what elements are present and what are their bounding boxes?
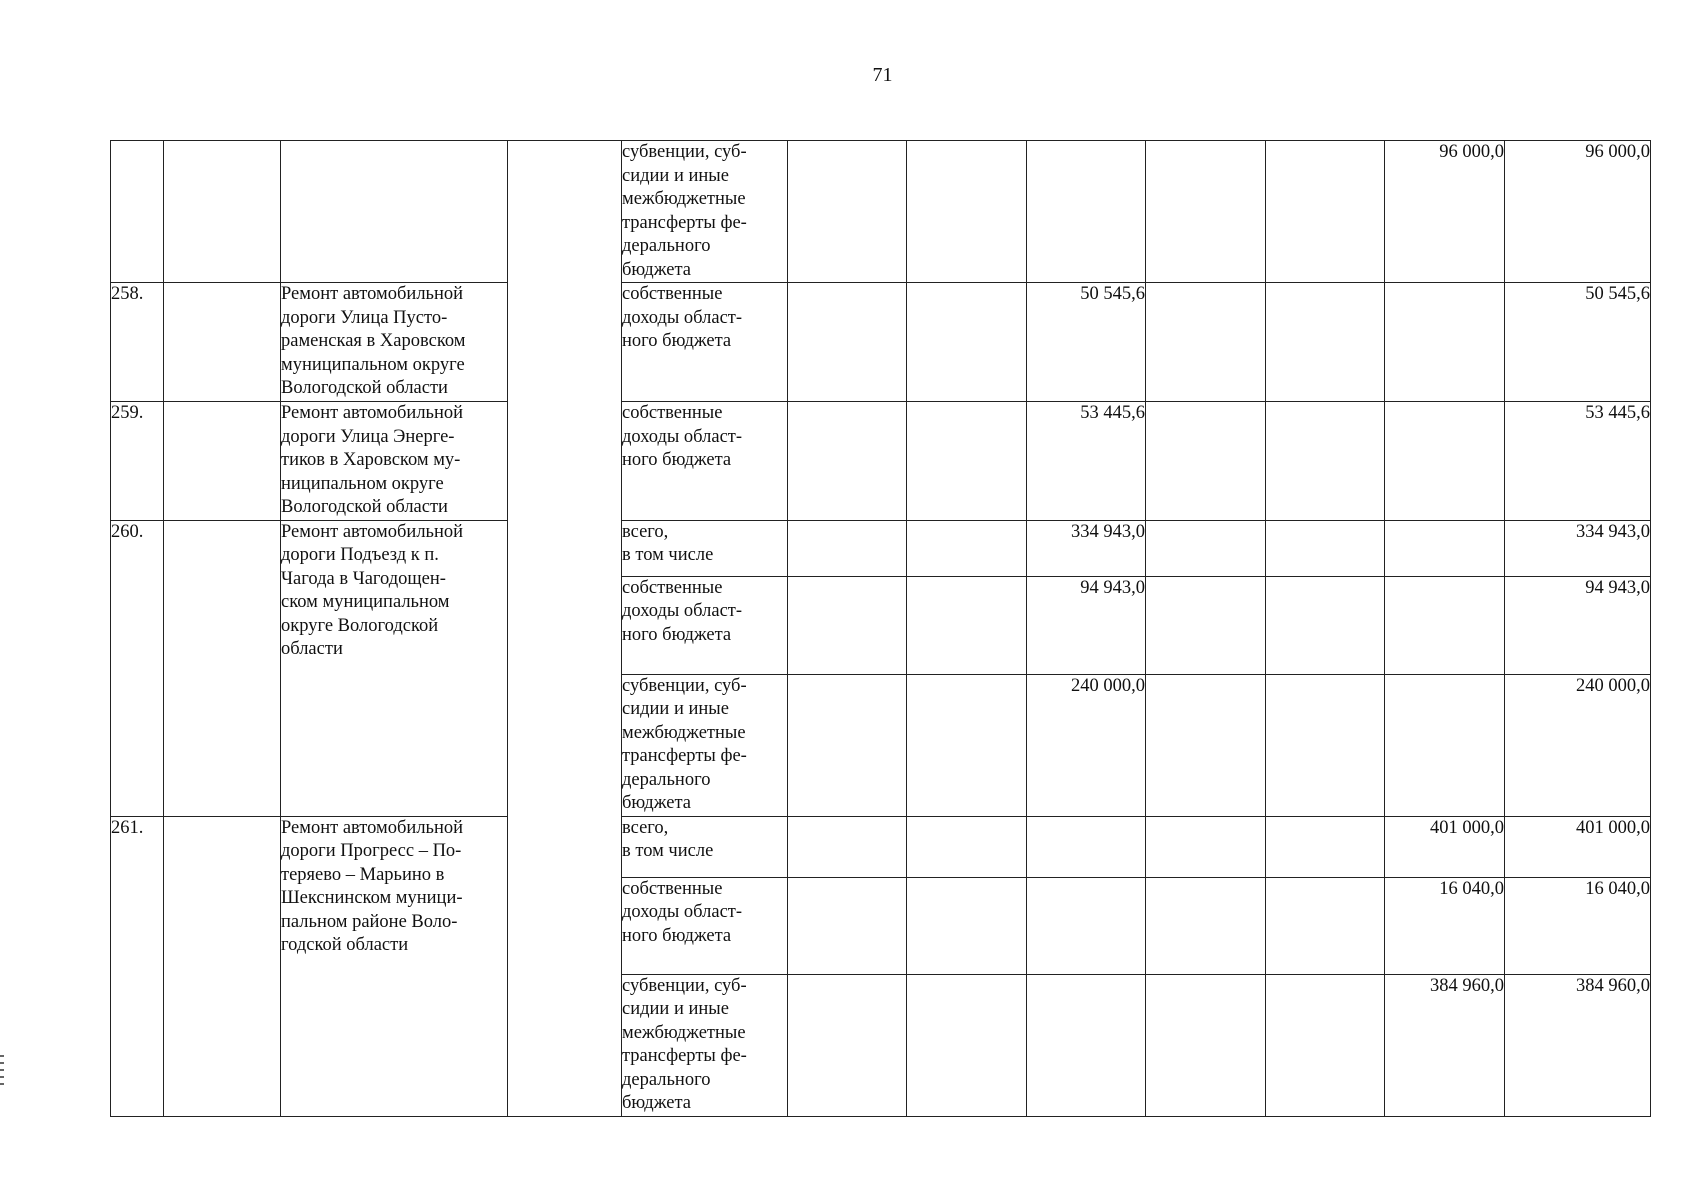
- funding-source-text: собственные доходы област- ного бюджета: [622, 284, 743, 351]
- object-name-text: Ремонт автомобильной дороги Улица Энерге- тиков в Харовском му- ниципальном округе Вологодской области: [281, 403, 464, 517]
- blank-cell: [164, 402, 281, 521]
- amount-v5: 384 960,0: [1385, 974, 1505, 1116]
- funding-source-text: всего, в том числе: [622, 817, 714, 861]
- blank-cell: [164, 520, 281, 816]
- amount-v4: [1266, 674, 1385, 816]
- blank-cell: [508, 141, 622, 1117]
- amount-v2: 53 445,6: [1027, 402, 1146, 521]
- table-row: [111, 402, 1651, 521]
- amount-v2: [1027, 877, 1146, 974]
- amount-v2: 50 545,6: [1027, 283, 1146, 402]
- amount-v2: 334 943,0: [1027, 520, 1146, 576]
- amount-v5: 96 000,0: [1385, 141, 1505, 283]
- blank-cell: [788, 520, 907, 576]
- amount-v5: [1385, 674, 1505, 816]
- object-name: [281, 402, 508, 521]
- amount-v5: 401 000,0: [1385, 816, 1505, 877]
- blank-cell: [164, 283, 281, 402]
- amount-v3: [1146, 283, 1266, 402]
- amount-total: 384 960,0: [1505, 974, 1651, 1116]
- funding-source: [622, 283, 788, 402]
- amount-v1: [907, 576, 1027, 674]
- funding-source: [622, 674, 788, 816]
- blank-cell: [788, 816, 907, 877]
- funding-source: [622, 974, 788, 1116]
- funding-source-text: собственные доходы област- ного бюджета: [622, 878, 743, 946]
- amount-total: 50 545,6: [1505, 283, 1651, 402]
- amount-v4: [1266, 402, 1385, 521]
- amount-total: 240 000,0: [1505, 674, 1651, 816]
- object-name: [281, 141, 508, 283]
- amount-v1: [907, 816, 1027, 877]
- object-name: [281, 283, 508, 402]
- amount-v3: [1146, 877, 1266, 974]
- table-row: [111, 141, 1651, 283]
- amount-v4: [1266, 816, 1385, 877]
- amount-v4: [1266, 877, 1385, 974]
- amount-total: 334 943,0: [1505, 520, 1651, 576]
- funding-source-text: всего, в том числе: [622, 521, 714, 565]
- blank-cell: [164, 816, 281, 1116]
- amount-v3: [1146, 520, 1266, 576]
- amount-v3: [1146, 402, 1266, 521]
- row-number: 258.: [111, 283, 164, 402]
- amount-total: 401 000,0: [1505, 816, 1651, 877]
- amount-v5: [1385, 283, 1505, 402]
- object-name-text: Ремонт автомобильной дороги Улица Пусто- раменская в Харовском муниципальном округе Вологодской области: [281, 284, 466, 398]
- amount-total: 16 040,0: [1505, 877, 1651, 974]
- blank-cell: [788, 974, 907, 1116]
- funding-source-text: субвенции, суб- сидии и иные межбюджетные трансферты фе- дерального бюджета: [622, 142, 747, 280]
- table-row: [111, 816, 1651, 877]
- amount-v4: [1266, 520, 1385, 576]
- amount-v4: [1266, 283, 1385, 402]
- amount-total: 94 943,0: [1505, 576, 1651, 674]
- amount-v2: [1027, 141, 1146, 283]
- blank-cell: [788, 576, 907, 674]
- amount-v2: 240 000,0: [1027, 674, 1146, 816]
- margin-marks: [0, 1055, 4, 1090]
- amount-v4: [1266, 974, 1385, 1116]
- amount-total: 96 000,0: [1505, 141, 1651, 283]
- amount-v1: [907, 283, 1027, 402]
- blank-cell: [788, 402, 907, 521]
- amount-v1: [907, 877, 1027, 974]
- amount-v5: [1385, 402, 1505, 521]
- amount-v3: [1146, 816, 1266, 877]
- funding-source: [622, 141, 788, 283]
- amount-v4: [1266, 141, 1385, 283]
- amount-v4: [1266, 576, 1385, 674]
- row-number: 259.: [111, 402, 164, 521]
- row-number: [111, 141, 164, 283]
- funding-source-text: собственные доходы област- ного бюджета: [622, 577, 743, 645]
- blank-cell: [788, 674, 907, 816]
- amount-v1: [907, 674, 1027, 816]
- amount-v3: [1146, 974, 1266, 1116]
- amount-v1: [907, 402, 1027, 521]
- table-body: [111, 141, 1651, 1117]
- amount-v1: [907, 974, 1027, 1116]
- page-number: 71: [872, 64, 893, 86]
- amount-v2: [1027, 974, 1146, 1116]
- funding-source-text: субвенции, суб- сидии и иные межбюджетные трансферты фе- дерального бюджета: [622, 675, 747, 813]
- amount-v5: 16 040,0: [1385, 877, 1505, 974]
- amount-v1: [907, 141, 1027, 283]
- funding-source-text: собственные доходы област- ного бюджета: [622, 403, 743, 470]
- funding-source: [622, 816, 788, 877]
- object-name-text: Ремонт автомобильной дороги Подъезд к п. Чагода в Чагодощен- ском муниципальном округе Вологодской области: [281, 521, 464, 659]
- funding-source: [622, 402, 788, 521]
- table-row: [111, 520, 1651, 576]
- blank-cell: [788, 141, 907, 283]
- object-name-text: Ремонт автомобильной дороги Прогресс – По- теряево – Марьино в Шекснинском муници- пальном районе Воло- годской области: [281, 817, 464, 955]
- row-number: 261.: [111, 816, 164, 1116]
- funding-source: [622, 576, 788, 674]
- amount-v1: [907, 520, 1027, 576]
- blank-cell: [788, 877, 907, 974]
- object-name: [281, 816, 508, 1116]
- table-row: [111, 283, 1651, 402]
- amount-v2: 94 943,0: [1027, 576, 1146, 674]
- amount-v3: [1146, 576, 1266, 674]
- budget-table: [110, 140, 1651, 1117]
- funding-source-text: субвенции, суб- сидии и иные межбюджетные трансферты фе- дерального бюджета: [622, 975, 747, 1113]
- row-number: 260.: [111, 520, 164, 816]
- blank-cell: [164, 141, 281, 283]
- amount-v3: [1146, 141, 1266, 283]
- blank-cell: [788, 283, 907, 402]
- amount-v3: [1146, 674, 1266, 816]
- funding-source: [622, 520, 788, 576]
- amount-total: 53 445,6: [1505, 402, 1651, 521]
- amount-v5: [1385, 520, 1505, 576]
- object-name: [281, 520, 508, 816]
- amount-v2: [1027, 816, 1146, 877]
- amount-v5: [1385, 576, 1505, 674]
- funding-source: [622, 877, 788, 974]
